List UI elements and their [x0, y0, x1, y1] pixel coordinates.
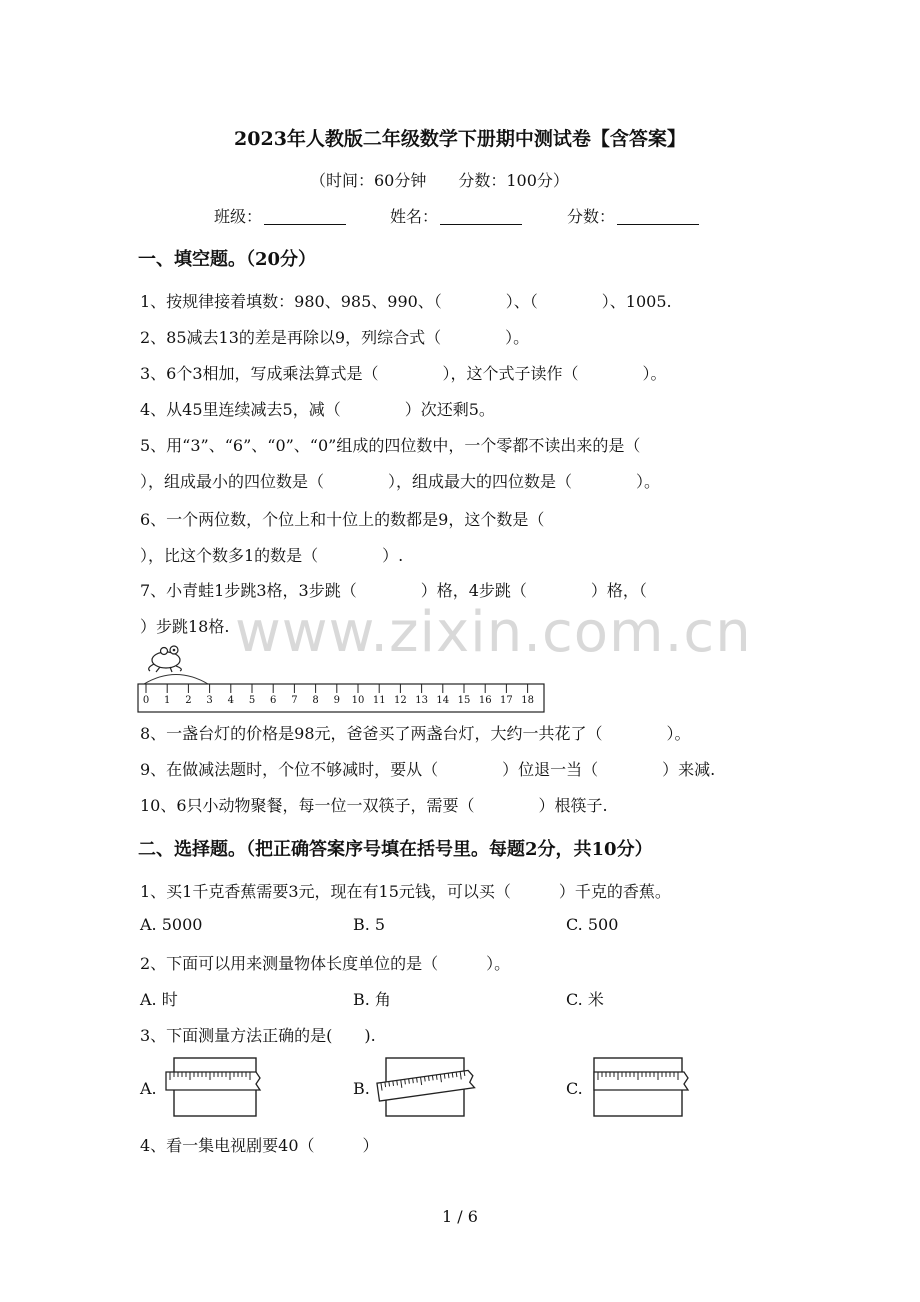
- option-c[interactable]: C.: [566, 1079, 583, 1098]
- option-a[interactable]: A. 时: [140, 990, 178, 1009]
- question-line: ），比这个数多1的数是（ ）.: [140, 546, 404, 565]
- section1-heading: 一、填空题。（20分）: [138, 249, 317, 270]
- ruler-mark: [448, 1073, 449, 1078]
- frog-icon: [149, 646, 182, 672]
- ruler-mark: [413, 1078, 414, 1083]
- ruler-tick-label: 12: [394, 695, 407, 706]
- ruler-tick-label: 17: [500, 695, 513, 706]
- page-title: 2023年人教版二年级数学下册期中测试卷【含答案】: [234, 128, 686, 150]
- name-label: 姓名：: [390, 207, 439, 226]
- ruler-mark: [405, 1079, 406, 1084]
- question-line: 6、一个两位数，个位上和十位上的数都是9，这个数是（: [140, 510, 545, 529]
- question-line: 5、用“3”、“6”、“0”、“0”组成的四位数中，一个零都不读出来的是（: [140, 436, 641, 455]
- jump-arc: [144, 675, 208, 685]
- option-b[interactable]: B.: [353, 1079, 370, 1098]
- question-line: 4、看一集电视剧要40（ ）: [140, 1136, 379, 1155]
- ruler-mark: [417, 1078, 418, 1083]
- ruler-mark: [428, 1076, 429, 1081]
- question-line: 8、一盏台灯的价格是98元，爸爸买了两盏台灯，大约一共花了（ ）。: [140, 724, 691, 743]
- ruler-mark: [452, 1073, 453, 1078]
- measure-figure-a: [162, 1054, 270, 1120]
- question-line: 4、从45里连续减去5，减（ ）次还剩5。: [140, 400, 495, 419]
- ruler-tick-label: 9: [333, 695, 340, 706]
- score-label: 分数：: [567, 207, 616, 226]
- question-line: 3、6个3相加，写成乘法算式是（ ），这个式子读作（ ）。: [140, 364, 667, 383]
- ruler-tick-label: 8: [312, 695, 319, 706]
- ruler-mark: [432, 1075, 433, 1080]
- name-blank[interactable]: [440, 210, 522, 225]
- ruler-mark: [409, 1079, 410, 1084]
- ruler-tick-label: 14: [436, 695, 450, 706]
- ruler-tick-label: 18: [521, 695, 534, 706]
- question-line: 1、按规律接着填数：980、985、990、（ ）、（ ）、1005.: [140, 292, 672, 311]
- question-line: 10、6只小动物聚餐，每一位一双筷子，需要（ ）根筷子.: [140, 796, 608, 815]
- ruler-mark: [456, 1072, 457, 1077]
- option-b[interactable]: B. 角: [353, 990, 391, 1009]
- class-blank[interactable]: [264, 210, 346, 225]
- score-blank[interactable]: [617, 210, 699, 225]
- option-c[interactable]: C. 米: [566, 990, 604, 1009]
- class-label: 班级：: [214, 207, 263, 226]
- ruler-tick-label: 2: [185, 695, 192, 706]
- ruler-mark: [393, 1081, 394, 1086]
- ruler-tick-label: 7: [291, 695, 298, 706]
- ruler-mark: [436, 1075, 437, 1080]
- option-b[interactable]: B. 5: [353, 915, 386, 934]
- option-a[interactable]: A.: [140, 1079, 157, 1098]
- ruler-mark: [444, 1074, 445, 1079]
- option-c[interactable]: C. 500: [566, 915, 619, 934]
- ruler-tick-label: 0: [142, 695, 150, 706]
- measure-figure-c: [588, 1054, 698, 1120]
- exam-time-score: （时间：60分钟 分数：100分）: [310, 171, 569, 190]
- ruler-tick-label: 5: [248, 695, 256, 706]
- ruler-mark: [385, 1082, 386, 1087]
- ruler-tick-label: 6: [270, 695, 277, 706]
- ruler-tick-label: 4: [227, 695, 234, 706]
- ruler-tick-label: 13: [415, 695, 428, 706]
- ruler-mark: [397, 1080, 398, 1085]
- option-a[interactable]: A. 5000: [140, 915, 203, 934]
- ruler-tick-label: 15: [457, 695, 471, 706]
- question-line: 7、小青蛙1步跳3格，3步跳（ ）格，4步跳（ ）格，（: [140, 581, 647, 600]
- ruler-tick-label: 10: [351, 695, 365, 706]
- name-field: [390, 204, 522, 227]
- question-line: 2、85减去13的差是再除以9，列综合式（ ）。: [140, 328, 530, 347]
- ruler-tick-label: 16: [478, 695, 492, 706]
- section2-heading: 二、选择题。（把正确答案序号填在括号里。每题2分，共10分）: [138, 839, 653, 860]
- ruler-mark: [464, 1071, 465, 1076]
- watermark: www.zixin.com.cn: [235, 600, 752, 665]
- class-field: [214, 204, 346, 227]
- ruler-tick-label: 3: [206, 695, 213, 706]
- question-line: 3、下面测量方法正确的是( ).: [140, 1026, 376, 1045]
- question-line: 9、在做减法题时，个位不够减时，要从（ ）位退一当（ ）来减.: [140, 760, 716, 779]
- measure-figure-b: [374, 1052, 484, 1122]
- question-line: ），组成最小的四位数是（ ），组成最大的四位数是（ ）。: [140, 472, 661, 491]
- question-line: 2、下面可以用来测量物体长度单位的是（ ）。: [140, 954, 511, 973]
- ruler-tick-label: 1: [164, 695, 171, 706]
- question-line: 1、买1千克香蕉需要3元，现在有15元钱，可以买（ ）千克的香蕉。: [140, 882, 671, 901]
- page-number: 1 / 6: [442, 1207, 478, 1226]
- ruler-tick-label: 11: [372, 695, 386, 706]
- question-line: ）步跳18格.: [140, 617, 230, 636]
- ruler-mark: [389, 1082, 390, 1087]
- ruler-mark: [424, 1077, 425, 1082]
- score-field: [567, 204, 699, 227]
